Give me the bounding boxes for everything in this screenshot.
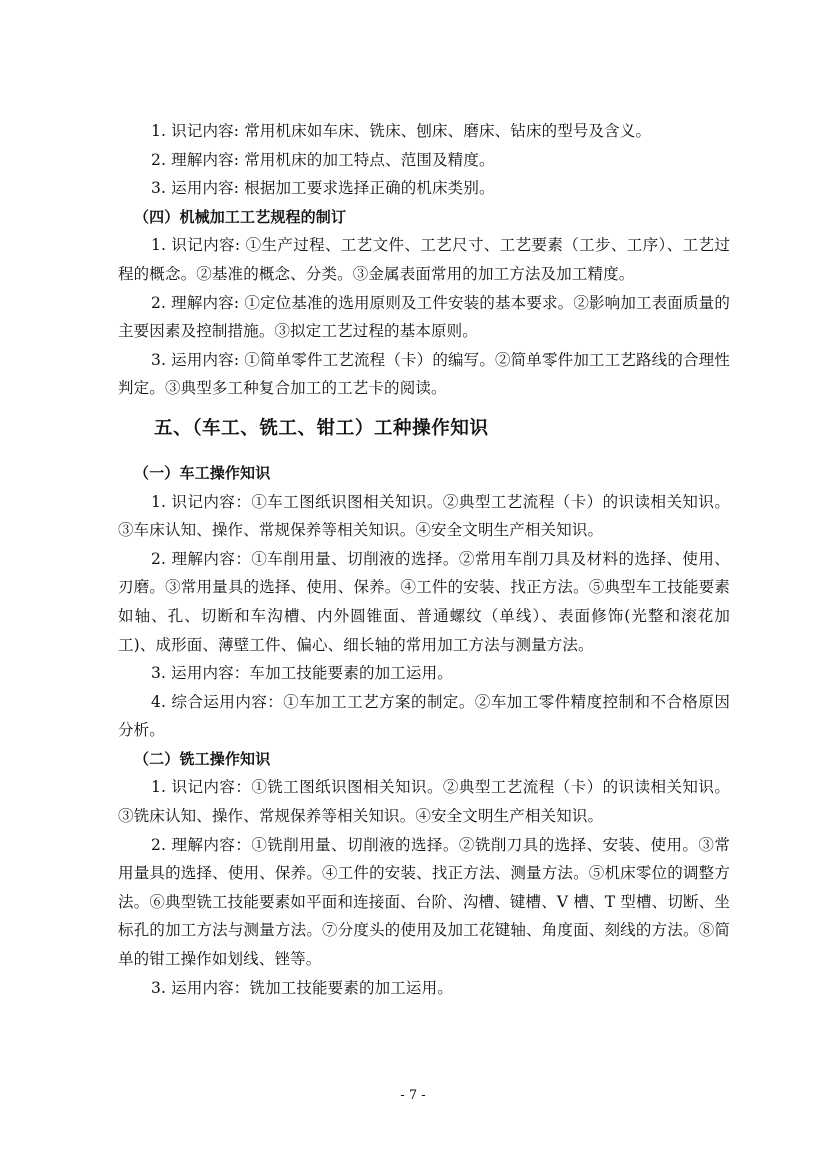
paragraph: 2. 理解内容：①车削用量、切削液的选择。②常用车削刀具及材料的选择、使用、刃磨。③常用量具的选择、使用、保养。④工件的安装、找正方法。⑤典型车工技能要素如轴、孔、切断和车沟槽、内外圆锥面、普通螺纹（单线）、表面修饰(光整和滚花加工)、成形面、薄壁工件、偏心、细长轴的常用加工方法与测量方法。 bbox=[118, 549, 730, 654]
paragraph: 1. 识记内容: ①生产过程、工艺文件、工艺尺寸、工艺要素（工步、工序）、工艺过程的概念。②基准的概念、分类。③金属表面常用的加工方法及加工精度。 bbox=[118, 236, 730, 283]
paragraph: 1. 识记内容：①车工图纸识图相关知识。②典型工艺流程（卡）的识读相关知识。③车床认知、操作、常规保养等相关知识。④安全文明生产相关知识。 bbox=[118, 492, 730, 540]
paragraph: 3. 运用内容: ①简单零件工艺流程（卡）的编写。②简单零件加工工艺路线的合理性判定。③典型多工种复合加工的工艺卡的阅读。 bbox=[118, 350, 730, 398]
paragraph: 2. 理解内容: 常用机床的加工特点、范围及精度。 bbox=[151, 150, 495, 169]
subsection-heading: （四）机械加工工艺规程的制订 bbox=[134, 207, 347, 226]
paragraph: 3. 运用内容：车加工技能要素的加工运用。 bbox=[151, 664, 453, 683]
subsection-heading: （二）铣工操作知识 bbox=[134, 749, 271, 768]
paragraph: 3. 运用内容：铣加工技能要素的加工运用。 bbox=[151, 978, 453, 997]
section-heading: 五、（车工、铣工、钳工）工种操作知识 bbox=[154, 417, 489, 439]
paragraph: 4. 综合运用内容：①车加工工艺方案的制定。②车加工零件精度控制和不合格原因分析。 bbox=[118, 692, 730, 740]
subsection-heading: （一）车工操作知识 bbox=[134, 463, 271, 482]
page-content bbox=[118, 117, 730, 1002]
paragraph: 2. 理解内容: ①定位基准的选用原则及工件安装的基本要求。②影响加工表面质量的主要因素及控制措施。③拟定工艺过程的基本原则。 bbox=[118, 293, 730, 341]
paragraph: 3. 运用内容: 根据加工要求选择正确的机床类别。 bbox=[151, 179, 495, 198]
paragraph: 1. 识记内容：①铣工图纸识图相关知识。②典型工艺流程（卡）的识读相关知识。③铣床认知、操作、常规保养等相关知识。④安全文明生产相关知识。 bbox=[118, 778, 730, 826]
paragraph: 2. 理解内容：①铣削用量、切削液的选择。②铣削刀具的选择、安装、使用。③常用量具的选择、使用、保养。④工件的安装、找正方法、测量方法。⑤机床零位的调整方法。⑥典型铣工技能要素如平面和连接面、台阶、沟槽、键槽、V 槽、T 型槽、切断、坐标孔的加工方法与测量方法。⑦分度头的使用及加工花键轴、角度面、刻线的方法。⑧简单的钳工操作如划线、锉等。 bbox=[118, 835, 730, 969]
page-number: - 7 - bbox=[400, 1088, 426, 1103]
paragraph: 1. 识记内容: 常用机床如车床、铣床、刨床、磨床、钻床的型号及含义。 bbox=[151, 122, 652, 140]
